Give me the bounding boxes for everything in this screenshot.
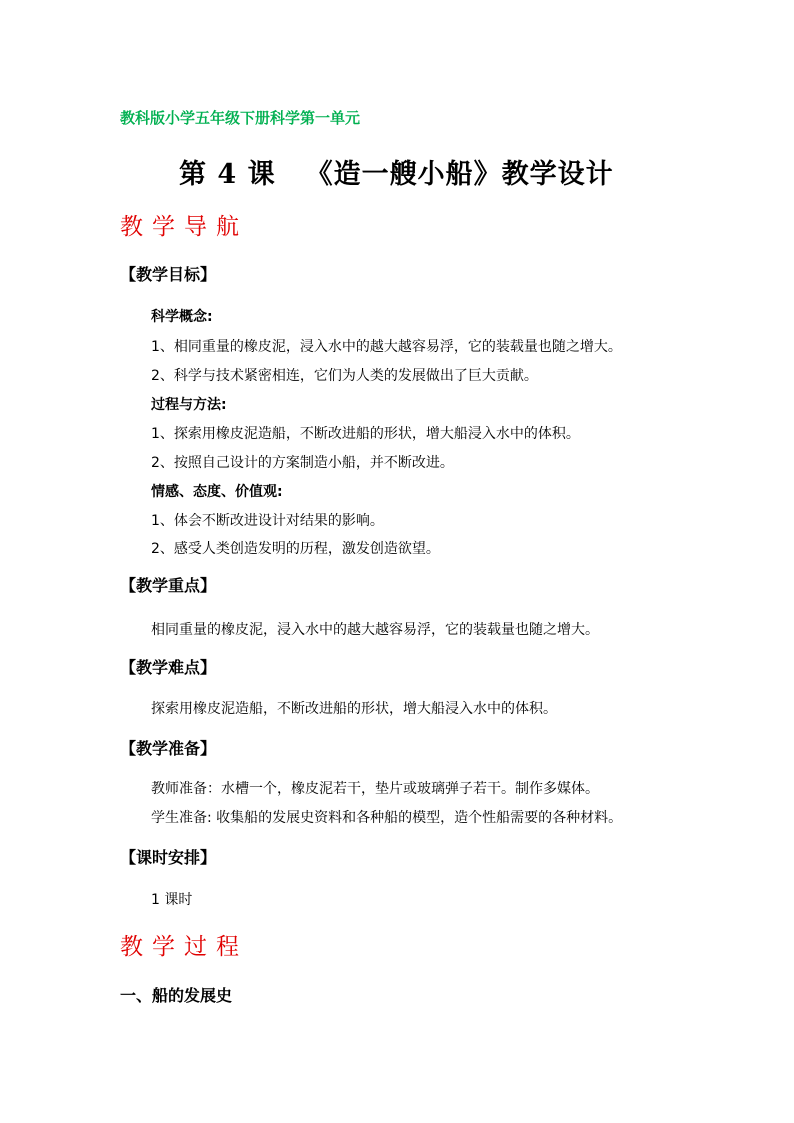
process-method-label: 过程与方法: (151, 397, 227, 413)
process-item-2: 2、按照自己设计的方案制造小船，并不断改进。 (151, 455, 454, 471)
concept-item-2: 2、科学与技术紧密相连，它们为人类的发展做出了巨大贡献。 (151, 368, 538, 384)
schedule-text: 1 课时 (151, 892, 193, 908)
teaching-process-heading: 教学过程 (120, 934, 248, 960)
difficulty-heading: 【教学难点】 (120, 658, 217, 677)
attitude-item-1: 1、体会不断改进设计对结果的影响。 (151, 513, 384, 529)
student-preparation: 学生准备: 收集船的发展史资料和各种船的模型，造个性船需要的各种材料。 (151, 810, 623, 826)
process-item-1: 1、探索用橡皮泥造船，不断改进船的形状，增大船浸入水中的体积。 (151, 426, 580, 442)
page-title (179, 152, 614, 191)
teacher-preparation: 教师准备：水槽一个，橡皮泥若干，垫片或玻璃弹子若干。制作多媒体。 (151, 781, 599, 797)
attitude-item-2: 2、感受人类创造发明的历程，激发创造欲望。 (151, 541, 440, 557)
schedule-heading: 【课时安排】 (120, 848, 217, 867)
objectives-heading: 【教学目标】 (120, 265, 217, 284)
concept-label: 科学概念: (151, 309, 213, 325)
section-ship-history: 一、船的发展史 (120, 986, 233, 1005)
concept-item-1: 1、相同重量的橡皮泥，浸入水中的越大越容易浮，它的装载量也随之增大。 (151, 339, 622, 355)
document-header: 教科版小学五年级下册科学第一单元 (120, 109, 361, 127)
key-point-text: 相同重量的橡皮泥，浸入水中的越大越容易浮，它的装载量也随之增大。 (151, 622, 599, 638)
teaching-navigation-heading: 教学导航 (120, 214, 248, 240)
lesson-name: 《造一艘小船》教学设计 (305, 159, 614, 190)
attitude-label: 情感、态度、价值观: (151, 484, 283, 500)
difficulty-text: 探索用橡皮泥造船，不断改进船的形状，增大船浸入水中的体积。 (151, 701, 557, 717)
preparation-heading: 【教学准备】 (120, 739, 217, 758)
lesson-number: 第 4 课 (179, 159, 276, 190)
key-point-heading: 【教学重点】 (120, 576, 217, 595)
